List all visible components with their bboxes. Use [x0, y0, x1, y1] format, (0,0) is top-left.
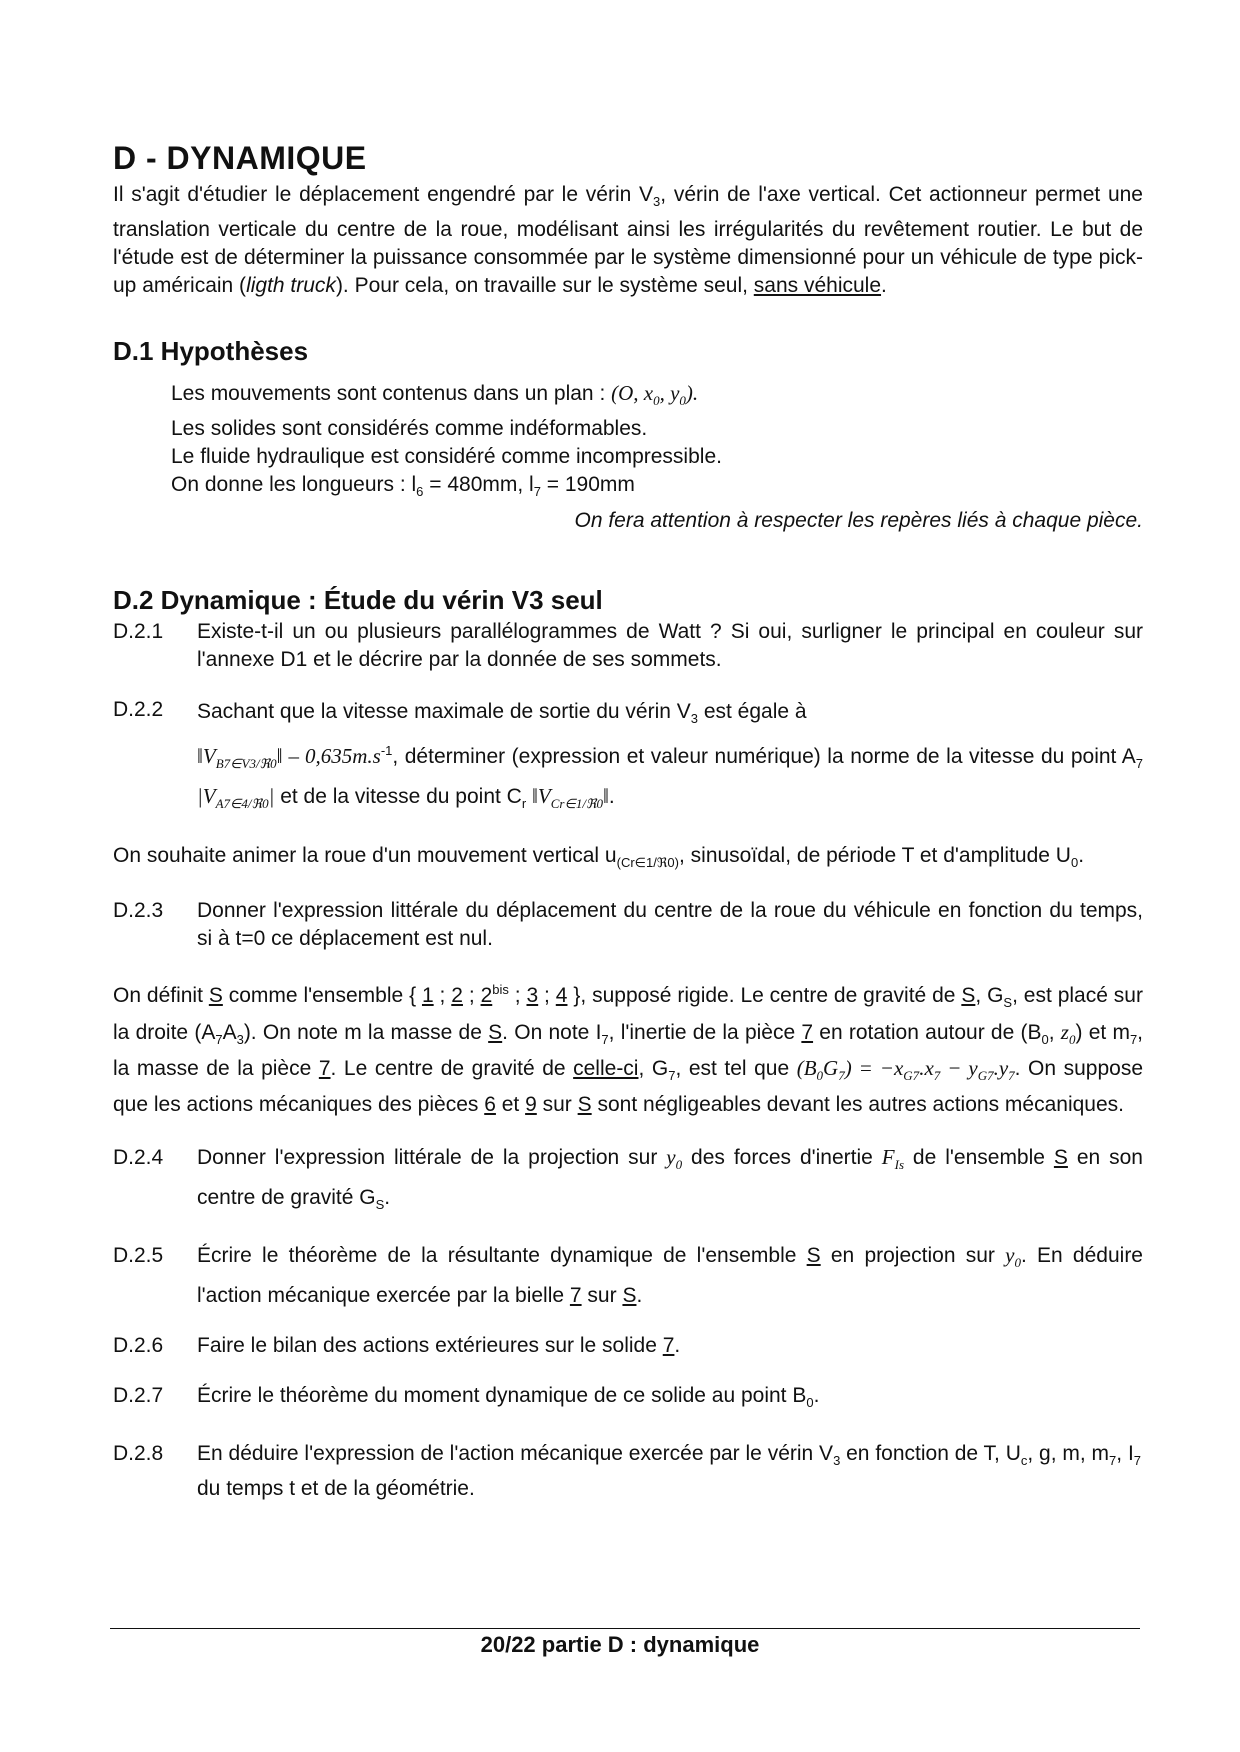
hypothesis-solids: Les solides sont considérés comme indéformables.: [171, 417, 648, 441]
hypotheses-list: [113, 379, 1143, 506]
system-definition-paragraph: On définit S comme l'ensemble { 1 ; 2 ; $2^{bis}$ ; 3 ; 4 }, supposé rigide. Le centre de gravité de S, $G_S$, est placé sur la droite $(A_7A_3)$. On note m la masse de S. On note $I_7$, l'inertie de la pièce 7 en rotation autour de ($B_0$, $z_0$) et $m_7$, la masse de la pièce 7. Le centre de gravité de celle-ci, $G_7$, est tel que $(B_0G_7) = -x_{G7}.x_7 - y_{G7}.y_7$. On suppose que les actions mécaniques des pièces 6 et 9 sur S sont négligeables devant les autres actions mécaniques.: [113, 982, 1144, 1116]
hypothesis-lengths: On donne les longueurs : $l_6 = 480mm$, $l_7 = 190mm$: [171, 473, 635, 500]
plane-formula: (O, $x_0$, $y_0$).: [611, 381, 699, 409]
question-d24: D.2.4 Donner l'expression littérale de la projection sur $y_0$ des forces d'inertie $F_{Is}$ de l'ensemble S en son centre de gravité $G_S$.: [113, 1144, 1143, 1213]
section-d2-heading: D.2 Dynamique : Étude du vérin V3 seul: [113, 584, 603, 615]
question-d26: D.2.6 Faire le bilan des actions extérieures sur le solide 7.: [113, 1334, 681, 1358]
question-d21: D.2.1 Existe-t-il un ou plusieurs parallélogrammes de Watt ? Si oui, surligner le principal en couleur sur l'annexe D1 et le décrire par la donnée de ses sommets.: [113, 619, 1143, 671]
intro-paragraph: Il s'agit d'étudier le déplacement engendré par le vérin $V_3$, vérin de l'axe vertical. Cet actionneur permet une translation verticale du centre de la roue, modélisant ainsi les irrégularités du revêtement routier. Le but de l'étude est de déterminer la puissance consommée par le système dimensionné pour un véhicule de type pick-up américain (ligth truck). Pour cela, on travaille sur le système seul, sans véhicule.: [113, 183, 1143, 298]
velocity-norm-b: $‖V_{B7\in V3/ℜ0}‖$: [197, 743, 283, 771]
section-d1-heading: D.1 Hypothèses: [113, 336, 309, 367]
page-title: D - DYNAMIQUE: [113, 140, 367, 176]
question-d22: D.2.2 Sachant que la vitesse maximale de sortie du vérin $V_3$ est égale à $‖V_{B7\in V3/ℜ0}‖ - 0,635m.s^{-1}$, déterminer (expression et valeur numérique) la norme de la vitesse du point $A_7$ $|V_{A7\in 4/ℜ0}|$ et de la vitesse du point $C_r$ $‖V_{Cr\in 1/ℜ0}‖$.: [113, 697, 1144, 812]
velocity-norm-cr: $‖V_{Cr\in 1/ℜ0}‖$: [532, 783, 609, 812]
question-d23: D.2.3 Donner l'expression littérale du déplacement du centre de la roue du véhicule en fonction du temps, si à t=0 ce déplacement est nul.: [113, 899, 1143, 951]
question-d25: D.2.5 Écrire le théorème de la résultante dynamique de l'ensemble S en projection sur $y_0$. En déduire l'action mécanique exercée par la bielle 7 sur S.: [113, 1243, 1143, 1308]
hypothesis-plane: Les mouvements sont contenus dans un plan : (O, $x_0$, $y_0$).: [171, 381, 699, 409]
velocity-norm-a7: $|V_{A7\in 4/ℜ0}|$: [197, 783, 275, 812]
question-d28: D.2.8 En déduire l'expression de l'action mécanique exercée par le vérin $V_3$ en fonction de T, $U_c$, g, m, $m_7$, $I_7$ du temps t et de la géométrie.: [113, 1441, 1142, 1500]
wheel-motion-paragraph: On souhaite animer la roue d'un mouvement vertical $u_{(Cr\in 1/ℜ0)}$, sinusoïdal, de période T et d'amplitude $U_0$.: [113, 844, 1085, 871]
reference-note: On fera attention à respecter les repères liés à chaque pièce.: [574, 508, 1143, 532]
footer-divider: [110, 1628, 1140, 1629]
hypothesis-fluid: Le fluide hydraulique est considéré comme incompressible.: [171, 445, 722, 469]
page-footer: 20/22 partie D : dynamique: [480, 1632, 760, 1657]
question-d27: D.2.7 Écrire le théorème du moment dynamique de ce solide au point $B_0$.: [113, 1384, 820, 1411]
g7-position-formula: $(B_0G_7) = -x_{G7}.x_7 - y_{G7}.y_7$: [796, 1055, 1015, 1083]
document-page: [113, 140, 1143, 1503]
